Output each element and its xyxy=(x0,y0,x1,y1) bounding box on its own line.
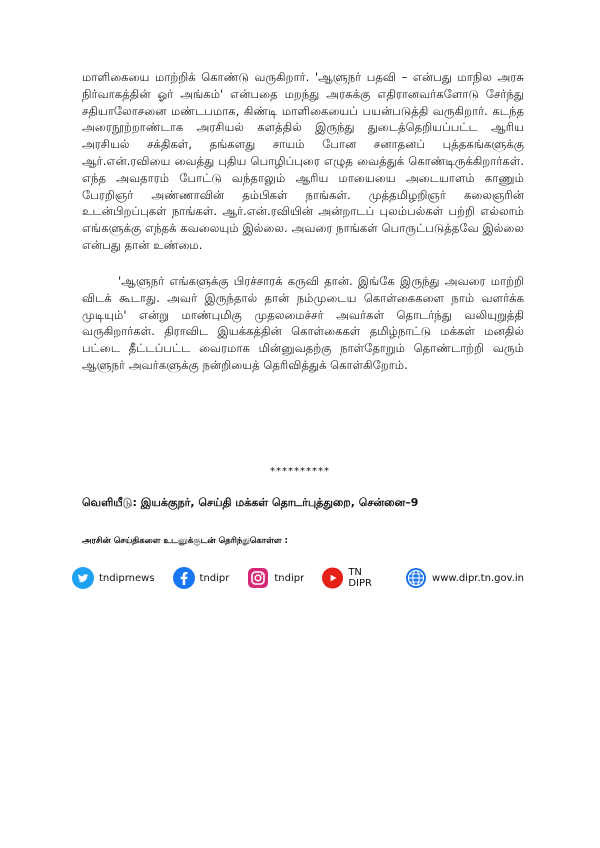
social-label-instagram: tndipr xyxy=(274,572,305,584)
social-link-twitter[interactable] xyxy=(72,567,155,589)
social-label-twitter: tndiprnews xyxy=(99,572,155,584)
social-label-website: www.dipr.tn.gov.in xyxy=(432,572,524,584)
social-link-youtube[interactable] xyxy=(322,567,387,589)
twitter-icon xyxy=(72,567,94,589)
social-label-facebook: tndipr xyxy=(199,572,230,584)
follow-us-heading: அரசின் செய்திகளை உடனுக்குடன் தெரிந்துகொள்ள : xyxy=(82,536,288,546)
facebook-icon xyxy=(173,567,195,589)
social-link-instagram[interactable] xyxy=(247,567,304,589)
social-link-website[interactable] xyxy=(405,567,524,589)
body-paragraph-2-text: 'ஆளுநர் எங்களுக்கு பிரச்சாரக் கருவி தான். இங்கே இருந்து அவரை மாற்றி விடக் கூடாது. அவர் இருந்தால் தான் நம்முடைய கொள்கைகளை நாம் வளர்க்க முடியும்' என்று மாண்புமிகு முதலமைச்சர் அவர்கள் தொடர்ந்து வலியுறுத்தி வருகிறார்கள். திராவிட இயக்கத்தின் கொள்கைகள் தமிழ்நாட்டு மக்கள் மனதில் பட்டை தீட்டப்பட்ட வைரமாக மின்னுவதற்கு நாள்தோறும் தொண்டாற்றி வரும் ஆளுநர் அவர்களுக்கு நன்றியைத் தெரிவித்துக் கொள்கிறோம். xyxy=(82,274,524,372)
social-links-bar xyxy=(72,566,542,590)
instagram-icon xyxy=(247,567,269,589)
globe-icon xyxy=(405,567,427,589)
body-paragraph-2 xyxy=(82,273,524,374)
separator-stars: ********** xyxy=(270,466,330,477)
youtube-icon xyxy=(322,567,343,589)
social-label-youtube: TN DIPR xyxy=(348,567,372,589)
body-paragraph-1: மாளிகையை மாற்றிக் கொண்டு வருகிறார். 'ஆளுநர் பதவி – என்பது மாநில அரசு நிர்வாகத்தின் ஓர் அங்கம்' என்பதை மறந்து அரசுக்கு எதிரானவர்களோடு சேர்ந்து சதியாலோசனை மண்டபமாக, கிண்டி மாளிகையைப் பயன்படுத்தி வருகிறார். கடந்த அரைநூற்றாண்டாக அரசியல் களத்தில் இருந்து துடைத்தெறியப்பட்ட ஆரிய அரசியல் சக்திகள், தங்களது சாயம் போன சனாதனப் புத்தகங்களுக்கு ஆர்.என்.ரவியை வைத்து புதிய பொழிப்புரை எழுத வைத்துக் கொண்டிருக்கிறார்கள். எந்த அவதாரம் போட்டு வந்தாலும் ஆரிய மாயையை அடையாளம் காணும் பேரறிஞர் அண்ணாவின் தம்பிகள் நாங்கள். முத்தமிழறிஞர் கலைஞரின் உடன்பிறப்புகள் நாங்கள். ஆர்.என்.ரவியின் அன்றாடப் புலம்பல்கள் பற்றி எல்லாம் எங்களுக்கு எந்தக் கவலையும் இல்லை. அவரை நாங்கள் பொருட்படுத்தவே இல்லை என்பது தான் உண்மை. xyxy=(82,70,524,252)
release-credit: வெளியீடு: இயக்குநர், செய்தி மக்கள் தொடர்புத்துறை, சென்னை–9 xyxy=(82,496,419,509)
social-link-facebook[interactable] xyxy=(173,567,230,589)
